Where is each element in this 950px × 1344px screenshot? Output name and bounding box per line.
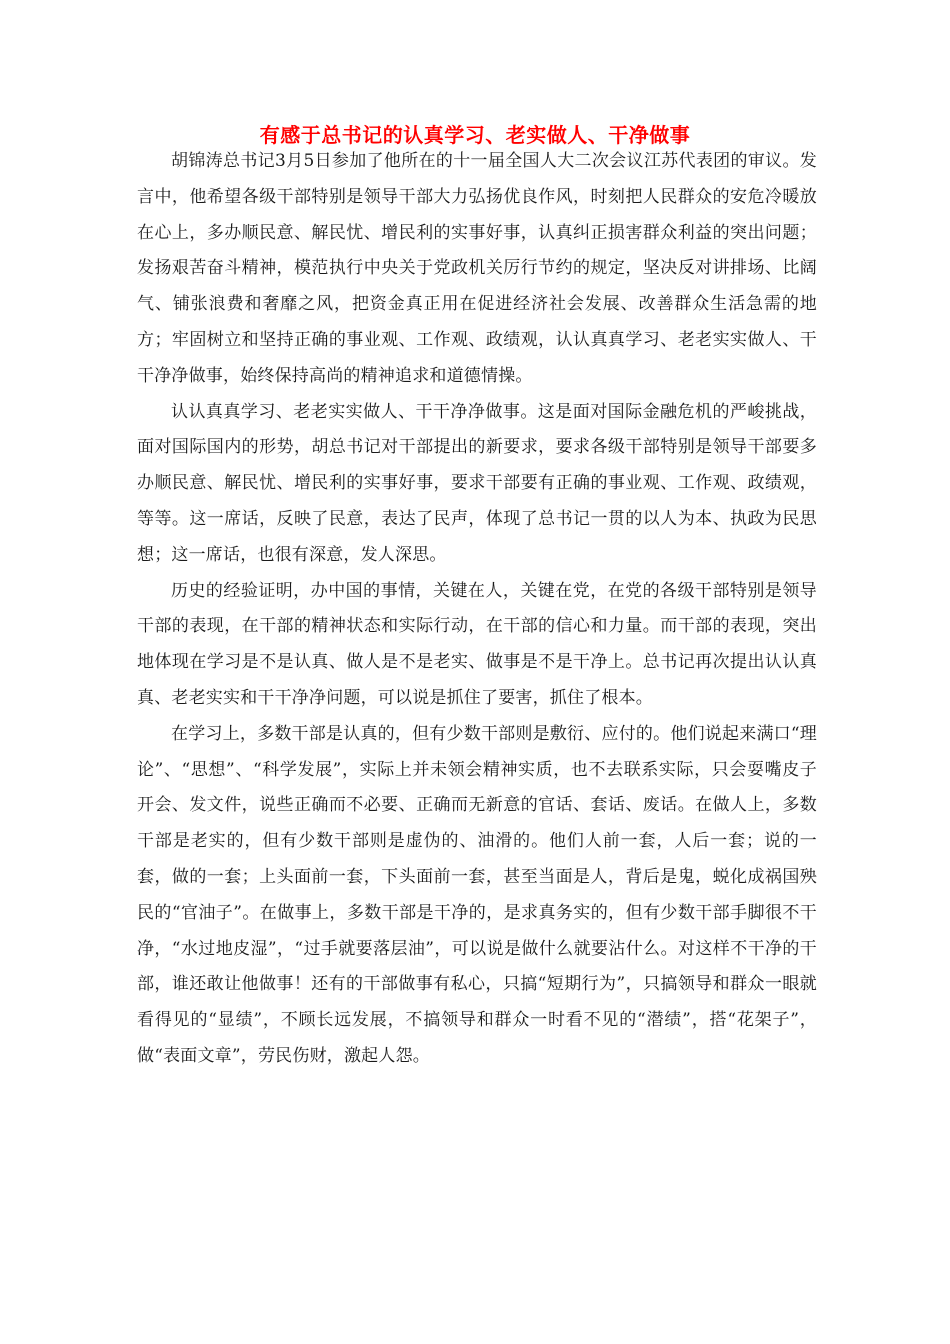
document-body bbox=[137, 144, 817, 1075]
paragraph-3: 历史的经验证明，办中国的事情，关键在人，关键在党，在党的各级干部特别是领导干部的表现，在干部的精神状态和实际行动，在干部的信心和力量。而干部的表现，突出地体现在学习是不是认真、做人是不是老实、做事是不是干净上。总书记再次提出认认真真、老老实实和干干净净问题，可以说是抓住了要害，抓住了根本。 bbox=[137, 580, 817, 708]
paragraph-2: 认认真真学习、老老实实做人、干干净净做事。这是面对国际金融危机的严峻挑战，面对国际国内的形势，胡总书记对干部提出的新要求，要求各级干部特别是领导干部要多办顺民意、解民忧、增民利的实事好事，要求干部要有正确的事业观、工作观、政绩观，等等。这一席话，反映了民意，表达了民声，体现了总书记一贯的以人为本、执政为民思想；这一席话，也很有深意，发人深思。 bbox=[137, 401, 817, 565]
paragraph-4: 在学习上，多数干部是认真的，但有少数干部则是敷衍、应付的。他们说起来满口“理论”、“思想”、“科学发展”，实际上并未领会精神实质，也不去联系实际，只会耍嘴皮子开会、发文件，说些正确而不必要、正确而无新意的官话、套话、废话。在做人上，多数干部是老实的，但有少数干部则是虚伪的、油滑的。他们人前一套，人后一套；说的一套，做的一套；上头面前一套，下头面前一套，甚至当面是人，背后是鬼，蜕化成祸国殃民的“官油子”。在做事上，多数干部是干净的，是求真务实的，但有少数干部手脚很不干净，“水过地皮湿”，“过手就要落层油”，可以说是做什么就要沾什么。对这样不干净的干部，谁还敢让他做事！还有的干部做事有私心，只搞“短期行为”，只搞领导和群众一眼就看得见的“显绩”，不顾长远发展，不搞领导和群众一时看不见的“潜绩”，搭“花架子”，做“表面文章”，劳民伤财，激起人怨。 bbox=[137, 723, 817, 1066]
document-title: 有感于总书记的认真学习、老实做人、干净做事 bbox=[259, 123, 691, 147]
paragraph-1: 胡锦涛总书记3月5日参加了他所在的十一届全国人大二次会议江苏代表团的审议。发言中，他希望各级干部特别是领导干部大力弘扬优良作风，时刻把人民群众的安危冷暖放在心上，多办顺民意、解民忧、增民利的实事好事，认真纠正损害群众利益的突出问题；发扬艰苦奋斗精神，模范执行中央关于党政机关厉行节约的规定，坚决反对讲排场、比阔气、铺张浪费和奢靡之风，把资金真正用在促进经济社会发展、改善群众生活急需的地方；牢固树立和坚持正确的事业观、工作观、政绩观，认认真真学习、老老实实做人、干干净净做事，始终保持高尚的精神追求和道德情操。 bbox=[137, 151, 817, 386]
